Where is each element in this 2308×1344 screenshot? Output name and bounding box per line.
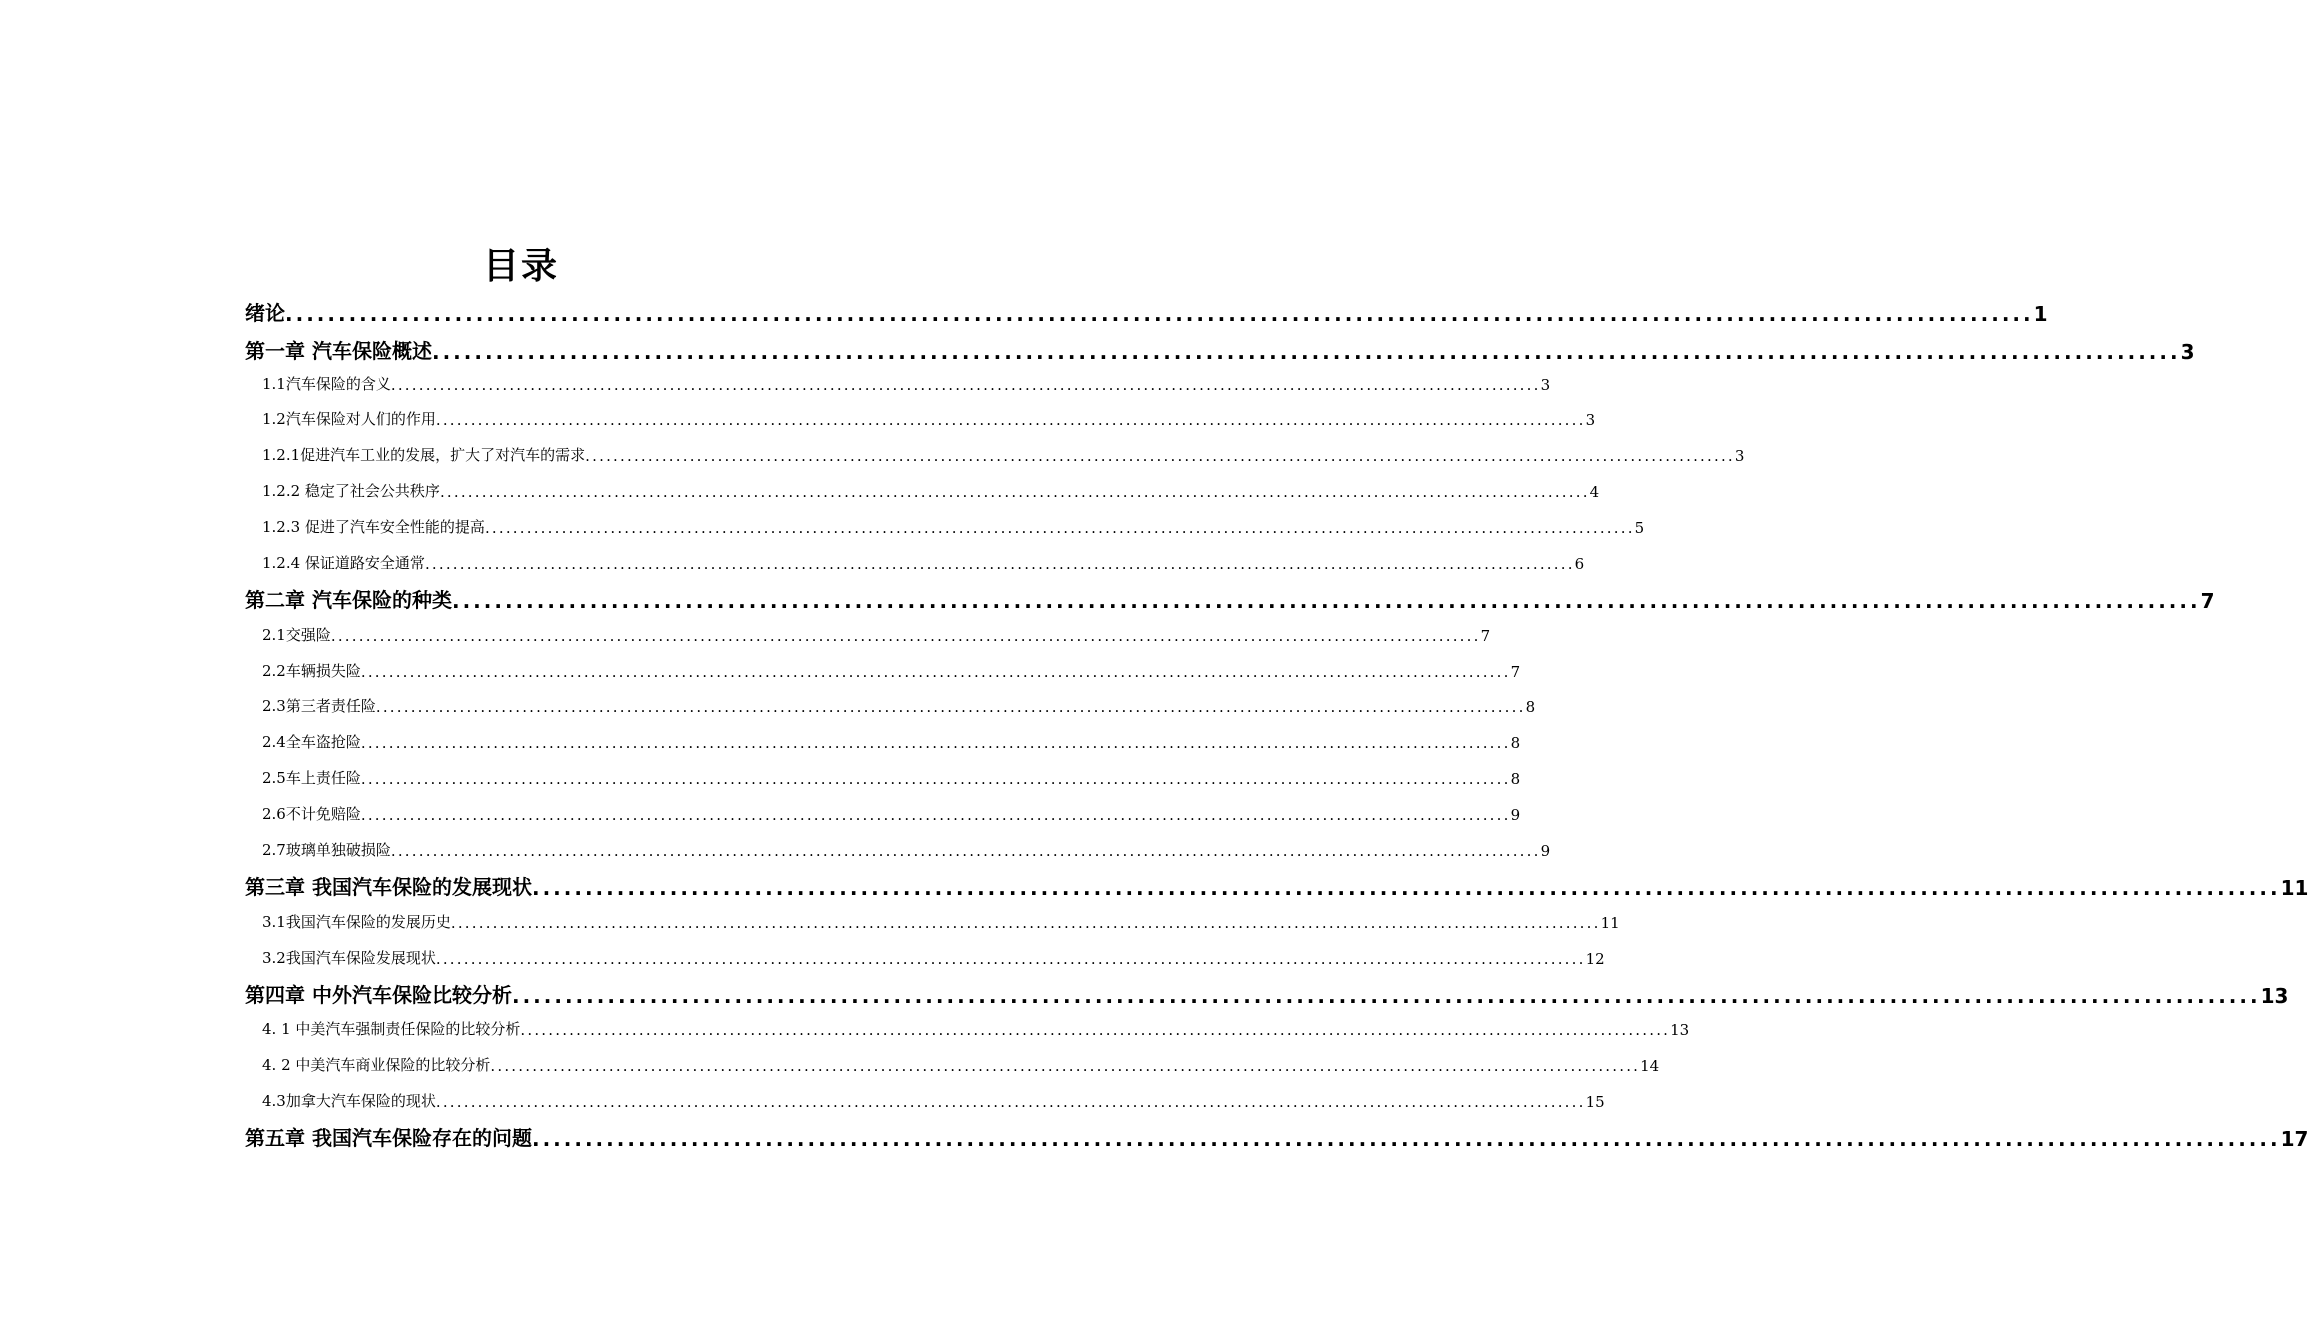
toc-dot-leader: ..................................................................................................................................................................... [439,483,1590,501]
toc-entry-section[interactable] [262,545,1585,573]
toc-page-number: 5 [1634,519,1645,537]
toc-entry-label: 第四章 中外汽车保险比较分析 [245,983,512,1007]
toc-entry-section[interactable] [262,617,1491,645]
toc-entry-label: 4. 2 中美汽车商业保险的比较分析 [262,1056,491,1074]
toc-page-number: 1 [2033,302,2048,326]
toc-entry-section[interactable] [262,1083,1605,1111]
toc-page-number: 15 [1585,1093,1605,1111]
toc-dot-leader: ..................................................................................................................................................................... [375,698,1526,716]
toc-entry-section[interactable] [262,760,1521,788]
toc-page-number: 4 [1589,483,1600,501]
toc-entry-label: 2.3第三者责任险 [262,697,376,715]
toc-page-number: 9 [1540,842,1551,860]
toc-page-number: 7 [2200,589,2215,613]
toc-entry-label: 2.5车上责任险 [262,769,361,787]
toc-dot-leader: ..................................................................................................................................................................... [451,589,2201,613]
toc-page-number: 13 [2260,984,2289,1008]
toc-dot-leader: ..................................................................................................................................................................... [435,1093,1586,1111]
toc-page-number: 3 [1734,447,1745,465]
toc-entry-label: 第三章 我国汽车保险的发展现状 [245,875,532,899]
toc-entry-label: 2.2车辆损失险 [262,662,361,680]
page-title: 目录 [482,246,559,287]
toc-dot-leader: ..................................................................................................................................................................... [450,914,1601,932]
toc-entry-section[interactable] [262,1047,1660,1075]
toc-dot-leader: ..................................................................................................................................................................... [431,340,2181,364]
toc-entry-label: 1.2.2 稳定了社会公共秩序 [262,482,440,500]
toc-page-number: 17 [2280,1127,2308,1151]
toc-entry-label: 1.2.1促进汽车工业的发展，扩大了对汽车的需求 [262,446,586,464]
toc-dot-leader: ..................................................................................................................................................................... [435,950,1586,968]
toc-dot-leader: ..................................................................................................................................................................... [531,1127,2281,1151]
toc-entry-label: 第二章 汽车保险的种类 [245,588,452,612]
toc-entry-chapter[interactable] [245,1117,2308,1151]
toc-page-number: 8 [1525,698,1536,716]
toc-entry-section[interactable] [262,653,1521,681]
toc-entry-chapter[interactable] [245,974,2289,1008]
toc-entry-label: 1.2汽车保险对人们的作用 [262,410,436,428]
toc-page-number: 6 [1574,555,1585,573]
toc-page-number: 8 [1510,770,1521,788]
toc-dot-leader: ..................................................................................................................................................................... [520,1021,1671,1039]
toc-entry-section[interactable] [262,401,1596,429]
toc-dot-leader: ..................................................................................................................................................................... [435,411,1586,429]
toc-page-number: 9 [1510,806,1521,824]
toc-dot-leader: ..................................................................................................................................................................... [484,519,1635,537]
toc-entry-label: 2.7玻璃单独破损险 [262,841,391,859]
toc-entry-section[interactable] [262,437,1745,465]
toc-entry-section[interactable] [262,688,1536,716]
toc-entry-section[interactable] [262,1011,1690,1039]
toc-entry-section[interactable] [262,366,1551,394]
toc-page-number: 11 [1600,914,1620,932]
toc-dot-leader: ..................................................................................................................................................................... [531,876,2281,900]
toc-entry-label: 4. 1 中美汽车强制责任保险的比较分析 [262,1020,521,1038]
toc-dot-leader: ..................................................................................................................................................................... [360,806,1511,824]
toc-dot-leader: ..................................................................................................................................................................... [390,376,1541,394]
toc-entry-label: 1.2.3 促进了汽车安全性能的提高 [262,518,485,536]
toc-dot-leader: ..................................................................................................................................................................... [585,447,1735,465]
toc-page-number: 3 [2180,340,2195,364]
toc-entry-label: 2.1交强险 [262,626,331,644]
toc-page-number: 11 [2280,876,2308,900]
toc-dot-leader: ..................................................................................................................................................................... [390,842,1541,860]
toc-page-number: 3 [1540,376,1551,394]
toc-entry-label: 1.2.4 保证道路安全通常 [262,554,425,572]
toc-dot-leader: ..................................................................................................................................................................... [360,663,1511,681]
toc-dot-leader: ..................................................................................................................................................................... [424,555,1575,573]
toc-dot-leader: ..................................................................................................................................................................... [360,734,1511,752]
toc-page-number: 13 [1670,1021,1690,1039]
toc-entry-chapter[interactable] [245,292,2048,326]
toc-entry-label: 绪论 [245,301,285,325]
toc-entry-label: 第五章 我国汽车保险存在的问题 [245,1126,532,1150]
toc-entry-label: 2.6不计免赔险 [262,805,361,823]
toc-entry-label: 第一章 汽车保险概述 [245,339,432,363]
toc-entry-label: 2.4全车盗抢险 [262,733,361,751]
toc-entry-section[interactable] [262,473,1600,501]
toc-page-number: 7 [1480,627,1491,645]
toc-page-number: 3 [1585,411,1596,429]
toc-dot-leader: ..................................................................................................................................................................... [285,302,2034,326]
toc-entry-section[interactable] [262,796,1521,824]
toc-entry-label: 1.1汽车保险的含义 [262,375,391,393]
toc-page-number: 7 [1510,663,1521,681]
toc-dot-leader: ..................................................................................................................................................................... [511,984,2261,1008]
toc-entry-chapter[interactable] [245,579,2215,613]
toc-entry-section[interactable] [262,904,1620,932]
toc-dot-leader: ..................................................................................................................................................................... [330,627,1481,645]
toc-page-number: 12 [1585,950,1605,968]
toc-entry-chapter[interactable] [245,330,2195,364]
toc-dot-leader: ..................................................................................................................................................................... [490,1057,1641,1075]
toc-page-number: 8 [1510,734,1521,752]
toc-entry-section[interactable] [262,509,1645,537]
toc-entry-label: 3.2我国汽车保险发展现状 [262,949,436,967]
toc-entry-section[interactable] [262,724,1521,752]
toc-page-number: 14 [1640,1057,1660,1075]
toc-entry-section[interactable] [262,940,1605,968]
toc-entry-chapter[interactable] [245,866,2308,900]
toc-entry-label: 3.1我国汽车保险的发展历史 [262,913,451,931]
toc-entry-section[interactable] [262,832,1551,860]
toc-entry-label: 4.3加拿大汽车保险的现状 [262,1092,436,1110]
toc-dot-leader: ..................................................................................................................................................................... [360,770,1511,788]
